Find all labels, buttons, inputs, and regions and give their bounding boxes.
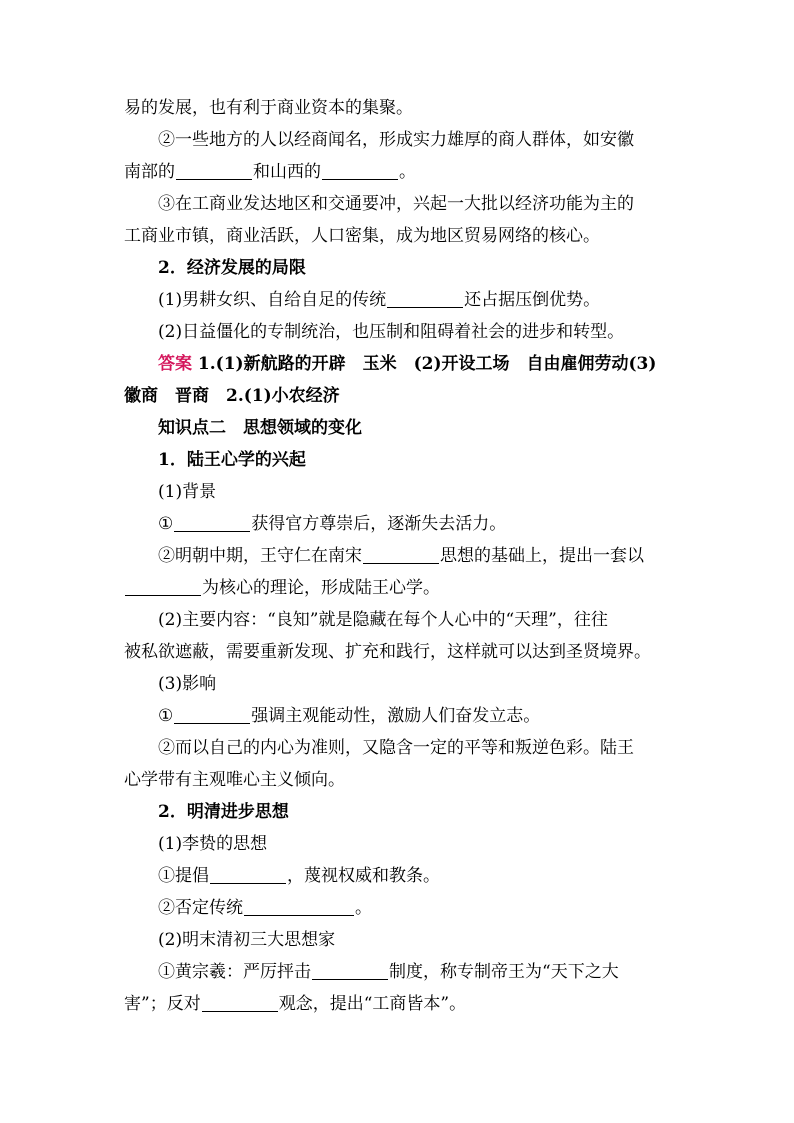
fill-blank (387, 306, 463, 308)
answer-text: 徽商 晋商 2.(1)小农经济 (124, 386, 340, 406)
fill-blank (125, 594, 201, 596)
paragraph-text: (1)李贽的思想 (158, 834, 268, 854)
paragraph-text: 。 (399, 162, 416, 182)
paragraph-text: 。 (355, 898, 372, 918)
paragraph-text: ①提倡 (158, 866, 209, 886)
answer-line (124, 348, 680, 380)
text-line (124, 732, 680, 764)
text-line (124, 668, 680, 700)
paragraph-text: ②而以自己的内心为准则，又隐含一定的平等和叛逆色彩。陆王 (158, 738, 634, 758)
text-line (124, 828, 680, 860)
paragraph-text: ①黄宗羲：严厉抨击 (158, 962, 311, 982)
paragraph-text: (2)明末清初三大思想家 (158, 930, 336, 950)
fill-blank (322, 178, 398, 180)
section-heading (124, 796, 680, 828)
fill-blank (312, 978, 388, 980)
paragraph-text: 强调主观能动性，激励人们奋发立志。 (251, 706, 541, 726)
text-line (124, 284, 680, 316)
text-line (124, 508, 680, 540)
paragraph-text: 害”；反对 (124, 994, 201, 1014)
text-line (124, 476, 680, 508)
paragraph-text: 被私欲遮蔽，需要重新发现、扩充和践行，这样就可以达到圣贤境界。 (124, 642, 651, 662)
paragraph-text: ③在工商业发达地区和交通要冲，兴起一大批以经济功能为主的 (158, 194, 634, 214)
paragraph-text: 心学带有主观唯心主义倾向。 (124, 770, 345, 790)
fill-blank (363, 562, 439, 564)
text-line (124, 988, 680, 1020)
text-line (124, 604, 680, 636)
text-line (124, 92, 680, 124)
fill-blank (202, 1010, 278, 1012)
paragraph-text: (1)背景 (158, 482, 217, 502)
heading-text: 2．明清进步思想 (158, 802, 289, 822)
text-line (124, 892, 680, 924)
paragraph-text: ① (158, 514, 174, 534)
text-line (124, 924, 680, 956)
fill-blank (210, 882, 286, 884)
text-line (124, 540, 680, 572)
paragraph-text: (3)影响 (158, 674, 217, 694)
paragraph-text: 和山西的 (253, 162, 321, 182)
text-line (124, 860, 680, 892)
text-line (124, 956, 680, 988)
paragraph-text: ① (158, 706, 174, 726)
paragraph-text: ②明朝中期，王守仁在南宋 (158, 546, 362, 566)
text-line (124, 188, 680, 220)
paragraph-text: ②一些地方的人以经商闻名，形成实力雄厚的商人群体，如安徽 (158, 130, 634, 150)
paragraph-text: (2)日益僵化的专制统治，也压制和阻碍着社会的进步和转型。 (158, 322, 625, 342)
fill-blank (176, 178, 252, 180)
paragraph-text: (2)主要内容：“良知”就是隐藏在每个人心中的“天理”，往往 (158, 610, 608, 630)
paragraph-text: ，蔑视权威和教条。 (287, 866, 440, 886)
section-heading (124, 412, 680, 444)
paragraph-text: 观念，提出“工商皆本”。 (278, 994, 467, 1014)
answer-line (124, 380, 680, 412)
document-body (124, 92, 680, 1020)
text-line (124, 572, 680, 604)
section-heading (124, 444, 680, 476)
heading-text: 1．陆王心学的兴起 (158, 450, 306, 470)
paragraph-text: 南部的 (124, 162, 175, 182)
paragraph-text: 易的发展，也有利于商业资本的集聚。 (124, 98, 413, 118)
text-line (124, 124, 680, 156)
fill-blank (244, 914, 354, 916)
text-line (124, 156, 680, 188)
paragraph-text: 思想的基础上，提出一套以 (440, 546, 644, 566)
paragraph-text: 获得官方尊崇后，逐渐失去活力。 (251, 514, 507, 534)
paragraph-text: ②否定传统 (158, 898, 243, 918)
answer-text: 1.(1)新航路的开辟 玉米 (2)开设工场 自由雇佣劳动(3) (192, 354, 657, 374)
heading-text: 知识点二 思想领域的变化 (158, 418, 362, 438)
paragraph-text: 还占据压倒优势。 (464, 290, 601, 310)
text-line (124, 316, 680, 348)
paragraph-text: 为核心的理论，形成陆王心学。 (202, 578, 440, 598)
paragraph-text: (1)男耕女织、自给自足的传统 (158, 290, 387, 310)
text-line (124, 636, 680, 668)
text-line (124, 220, 680, 252)
text-line (124, 764, 680, 796)
heading-text: 2．经济发展的局限 (158, 258, 306, 278)
text-line (124, 700, 680, 732)
paragraph-text: 制度，称专制帝王为“天下之大 (389, 962, 619, 982)
section-heading (124, 252, 680, 284)
fill-blank (174, 530, 250, 532)
paragraph-text: 工商业市镇，商业活跃，人口密集，成为地区贸易网络的核心。 (124, 226, 600, 246)
fill-blank (174, 722, 250, 724)
answer-label: 答案 (158, 354, 192, 374)
